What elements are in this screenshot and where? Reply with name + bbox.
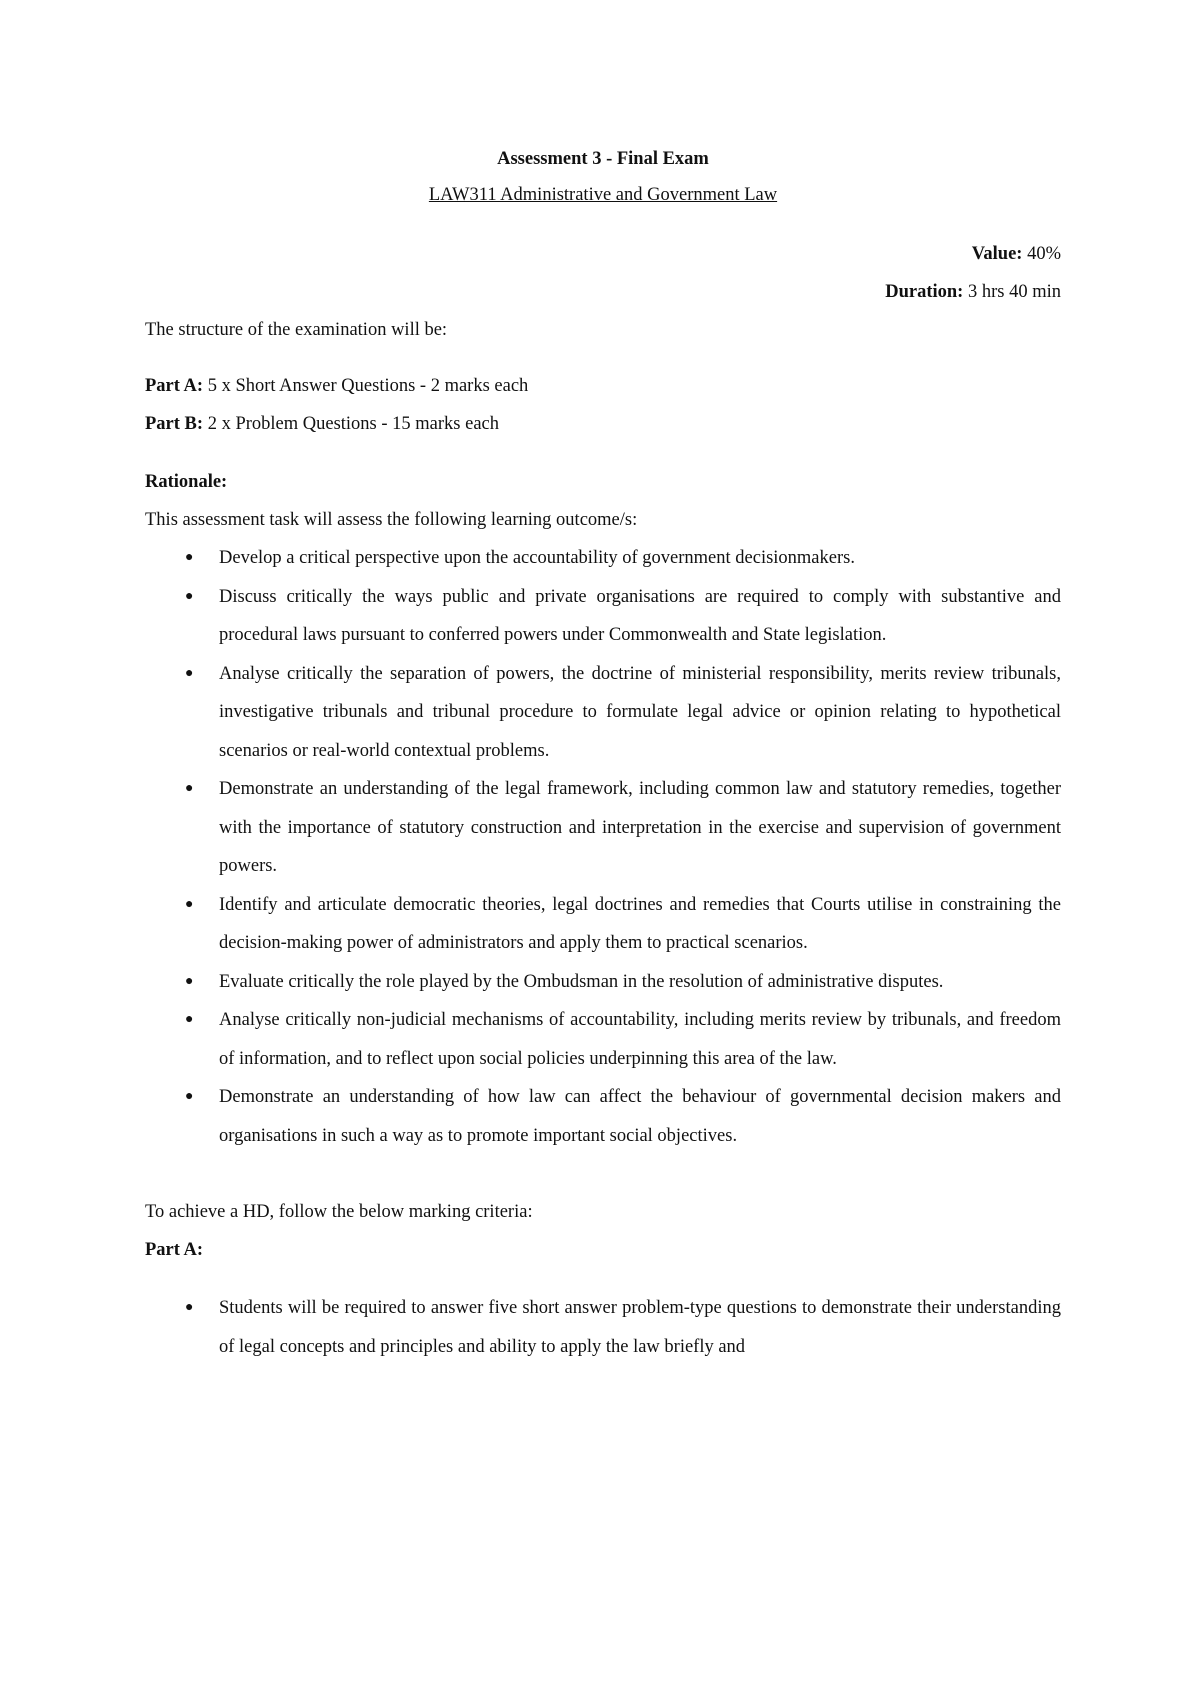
criteria-text: Students will be required to answer five short answer problem-type questions to demonstrate their understanding of legal concepts and principles and ability to apply the law briefly and <box>219 1298 1061 1357</box>
list-item <box>145 1289 1061 1366</box>
part-a-heading-label: Part A: <box>145 1240 204 1260</box>
list-item <box>145 1078 1061 1155</box>
part-b-label: Part B: <box>145 414 204 434</box>
outcome-text: Identify and articulate democratic theories, legal doctrines and remedies that Courts utilise in constraining the decision-making power of administrators and apply them to practical scenarios. <box>219 894 1061 953</box>
bullet-dot-icon: ● <box>185 973 194 989</box>
part-a-label: Part A: <box>145 376 204 396</box>
part-a-heading <box>145 1231 1061 1269</box>
bullet-dot-icon: ● <box>185 1300 194 1315</box>
value-label: Value: <box>971 244 1023 264</box>
section-spacer <box>145 1155 1061 1193</box>
outcome-text: Analyse critically non-judicial mechanisms of accountability, including merits review by tribunals, and freedom of information, and to reflect upon social policies underpinning this area of the law. <box>219 1010 1061 1069</box>
outcome-text: Develop a critical perspective upon the accountability of government decisionmakers. <box>219 548 855 568</box>
rationale-intro: This assessment task will assess the following learning outcome/s: <box>145 510 638 530</box>
part-a-text: 5 x Short Answer Questions - 2 marks each <box>207 376 529 396</box>
outcome-text: Demonstrate an understanding of the legal framework, including common law and statutory remedies, together with the importance of statutory construction and interpretation in the exercise and supervision of government powers. <box>219 779 1061 876</box>
document-title: Assessment 3 - Final Exam <box>497 149 709 169</box>
part-a-line <box>145 367 1061 405</box>
list-item <box>145 578 1061 655</box>
outcome-text: Evaluate critically the role played by the Ombudsman in the resolution of administrative disputes. <box>219 971 944 992</box>
list-item <box>145 963 1061 1002</box>
course-subtitle: LAW311 Administrative and Government Law <box>428 185 778 205</box>
bullet-dot-icon: ● <box>185 550 194 565</box>
criteria-intro: To achieve a HD, follow the below marking criteria: <box>145 1202 533 1222</box>
part-b-text: 2 x Problem Questions - 15 marks each <box>207 414 500 434</box>
list-item <box>145 886 1061 963</box>
duration-line <box>145 273 1061 311</box>
bullet-dot-icon: ● <box>185 665 194 681</box>
list-item <box>145 770 1061 886</box>
list-item <box>145 1001 1061 1078</box>
document-page <box>145 141 1061 1366</box>
structure-intro: The structure of the examination will be: <box>145 320 448 340</box>
part-b-line <box>145 405 1061 443</box>
learning-outcomes-list <box>145 539 1061 1155</box>
part-a-criteria-list <box>145 1289 1061 1366</box>
bullet-dot-icon: ● <box>185 1089 194 1104</box>
outcome-text: Discuss critically the ways public and private organisations are required to comply with substantive and procedural laws pursuant to conferred powers under Commonwealth and State legislation. <box>219 586 1061 645</box>
list-item <box>145 539 1061 578</box>
bullet-dot-icon: ● <box>185 896 194 912</box>
bullet-dot-icon: ● <box>185 781 194 796</box>
section-spacer <box>145 1269 1061 1289</box>
rationale-heading: Rationale: <box>145 472 228 492</box>
list-item <box>145 655 1061 771</box>
duration-text: 3 hrs 40 min <box>967 282 1061 302</box>
duration-label: Duration: <box>885 282 964 302</box>
outcome-text: Demonstrate an understanding of how law can affect the behaviour of governmental decision makers and organisations in such a way as to promote important social objectives. <box>219 1087 1061 1146</box>
bullet-dot-icon: ● <box>185 1012 194 1027</box>
outcome-text: Analyse critically the separation of powers, the doctrine of ministerial responsibility, merits review tribunals, investigative tribunals and tribunal procedure to formulate legal advice or opinion relating to hypothetical scenarios or real-world contextual problems. <box>219 663 1061 761</box>
bullet-dot-icon: ● <box>185 588 194 604</box>
value-text: 40% <box>1027 244 1061 264</box>
value-line <box>145 235 1061 273</box>
